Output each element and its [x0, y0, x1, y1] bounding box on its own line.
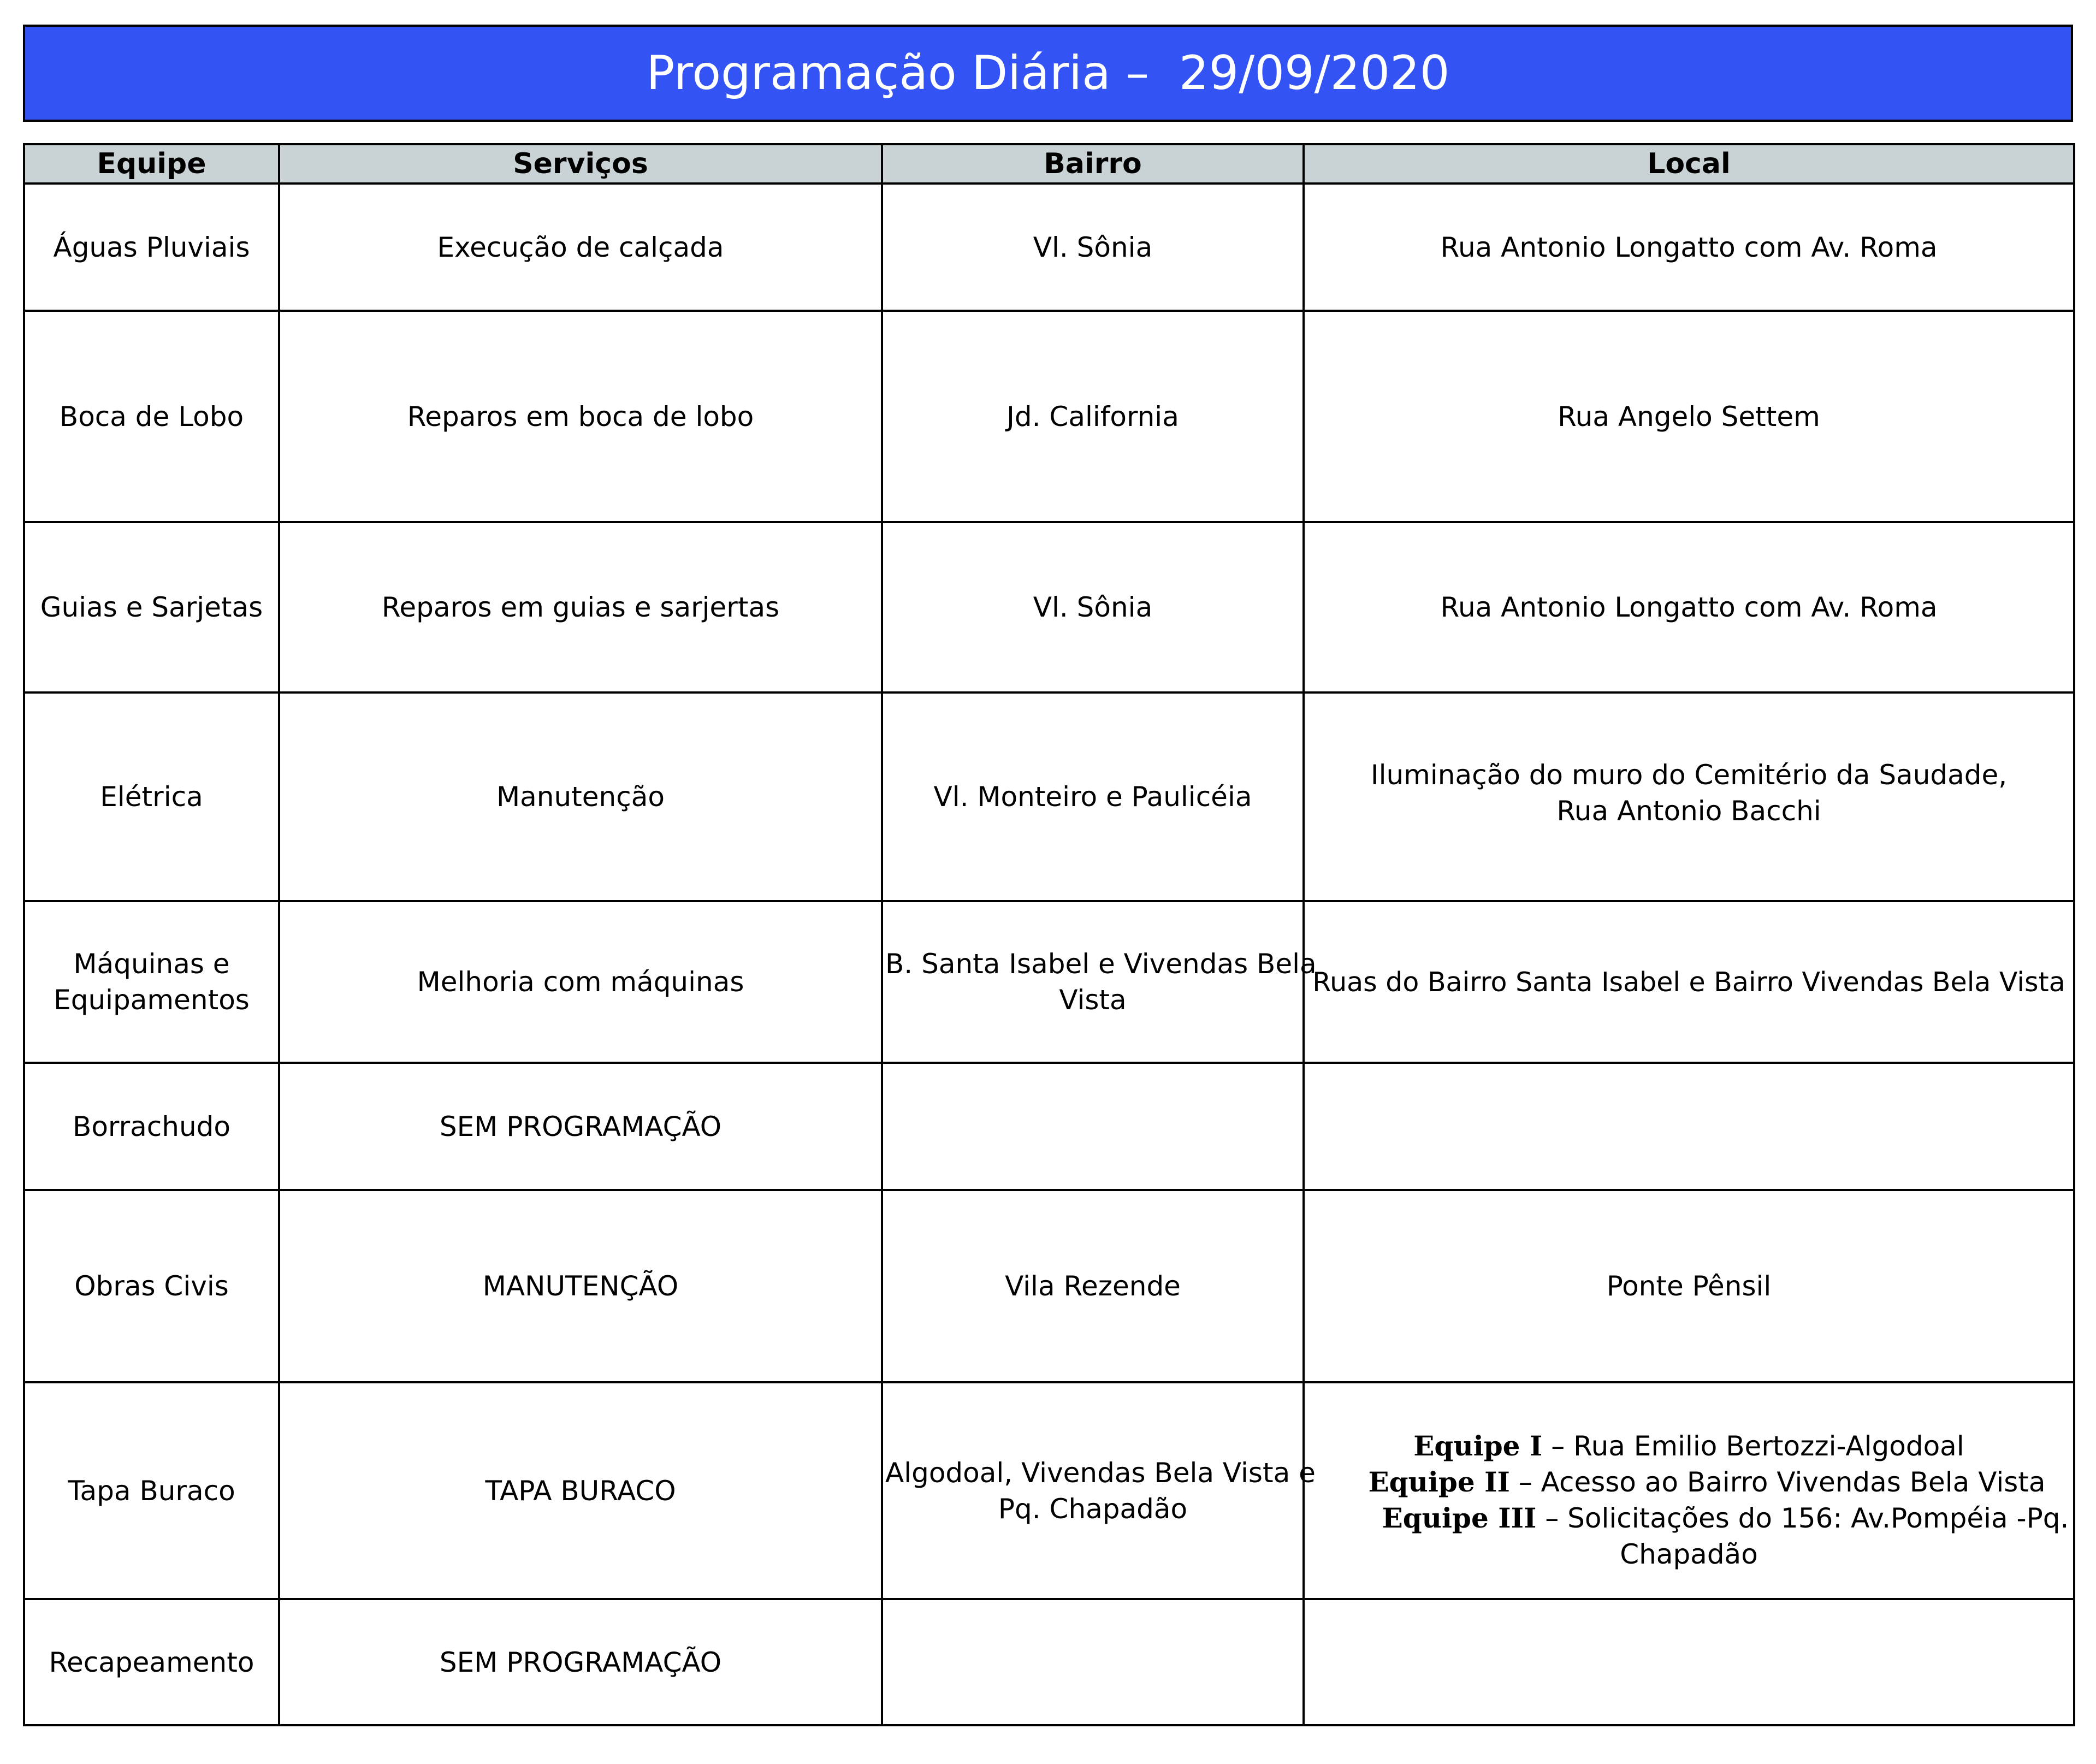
cell-local: Rua Antonio Longatto com Av. Roma	[1304, 522, 2074, 692]
cell-bairro: Vl. Monteiro e Paulicéia	[882, 692, 1304, 901]
cell-servicos: SEM PROGRAMAÇÃO	[279, 1063, 882, 1190]
page-title: Programação Diária – 29/09/2020	[646, 46, 1450, 100]
cell-local: Rua Antonio Longatto com Av. Roma	[1304, 183, 2074, 311]
local-line: Rua Antonio Bacchi	[1556, 795, 1821, 827]
cell-local	[1304, 692, 2074, 901]
cell-equipe: Guias e Sarjetas	[24, 522, 279, 692]
local-item	[1307, 1428, 2071, 1464]
table-header-row	[24, 144, 2074, 183]
table-row	[24, 1382, 2074, 1599]
table-row	[24, 1063, 2074, 1190]
cell-servicos: SEM PROGRAMAÇÃO	[279, 1599, 882, 1725]
equipe-line: Equipamentos	[54, 984, 250, 1016]
cell-servicos: Reparos em guias e sarjertas	[279, 522, 882, 692]
cell-bairro: Vl. Sônia	[882, 183, 1304, 311]
team-label: Equipe III	[1382, 1502, 1537, 1534]
team-label: Equipe I	[1413, 1430, 1543, 1462]
table-row	[24, 311, 2074, 522]
cell-local: Ponte Pênsil	[1304, 1190, 2074, 1382]
cell-local: Rua Angelo Settem	[1304, 311, 2074, 522]
cell-local	[1304, 1599, 2074, 1725]
local-item-tail: Chapadão	[1620, 1538, 1758, 1570]
cell-bairro	[882, 1063, 1304, 1190]
cell-servicos: Melhoria com máquinas	[279, 901, 882, 1063]
bairro-line: Vista	[1059, 984, 1127, 1016]
equipe-line: Máquinas e	[73, 948, 230, 980]
team-label: Equipe II	[1368, 1466, 1510, 1498]
cell-equipe: Tapa Buraco	[24, 1382, 279, 1599]
cell-bairro: Jd. California	[882, 311, 1304, 522]
cell-bairro	[882, 1599, 1304, 1725]
cell-equipe: Recapeamento	[24, 1599, 279, 1725]
cell-local	[1304, 1063, 2074, 1190]
local-item	[1307, 1464, 2071, 1500]
cell-servicos: Reparos em boca de lobo	[279, 311, 882, 522]
cell-servicos: Manutenção	[279, 692, 882, 901]
cell-local	[1304, 901, 2074, 1063]
cell-bairro: Vila Rezende	[882, 1190, 1304, 1382]
cell-equipe: Elétrica	[24, 692, 279, 901]
table-row	[24, 1599, 2074, 1725]
cell-equipe: Borrachudo	[24, 1063, 279, 1190]
team-location: – Solicitações do 156: Av.Pompéia -Pq.	[1536, 1502, 2069, 1534]
table-row	[24, 1190, 2074, 1382]
title-banner	[23, 25, 2073, 122]
cell-equipe: Águas Pluviais	[24, 183, 279, 311]
local-item	[1307, 1500, 2071, 1536]
cell-equipe: Boca de Lobo	[24, 311, 279, 522]
table-row	[24, 522, 2074, 692]
bairro-line: Pq. Chapadão	[998, 1493, 1188, 1525]
table-row	[24, 183, 2074, 311]
cell-equipe	[24, 901, 279, 1063]
team-location: – Acesso ao Bairro Vivendas Bela Vista	[1509, 1466, 2046, 1498]
cell-bairro: Vl. Sônia	[882, 522, 1304, 692]
table-row	[24, 901, 2074, 1063]
cell-servicos: TAPA BURACO	[279, 1382, 882, 1599]
cell-servicos: MANUTENÇÃO	[279, 1190, 882, 1382]
column-header-servicos: Serviços	[279, 144, 882, 183]
cell-bairro	[882, 1382, 1316, 1599]
bairro-line: B. Santa Isabel e Vivendas Bela	[885, 948, 1317, 980]
bairro-line: Algodoal, Vivendas Bela Vista e	[885, 1457, 1316, 1489]
table-row	[24, 692, 2074, 901]
schedule-table	[23, 143, 2075, 1726]
team-location: – Rua Emilio Bertozzi-Algodoal	[1542, 1430, 1964, 1462]
cell-equipe: Obras Civis	[24, 1190, 279, 1382]
cell-servicos: Execução de calçada	[279, 183, 882, 311]
cell-local	[1304, 1382, 2074, 1599]
cell-bairro	[882, 901, 1317, 1063]
local-line: Iluminação do muro do Cemitério da Saudade,	[1370, 759, 2008, 791]
column-header-local: Local	[1304, 144, 2074, 183]
column-header-bairro: Bairro	[882, 144, 1304, 183]
local-text: Ruas do Bairro Santa Isabel e Bairro Vivendas Bela Vista	[1312, 966, 2065, 998]
column-header-equipe: Equipe	[24, 144, 279, 183]
